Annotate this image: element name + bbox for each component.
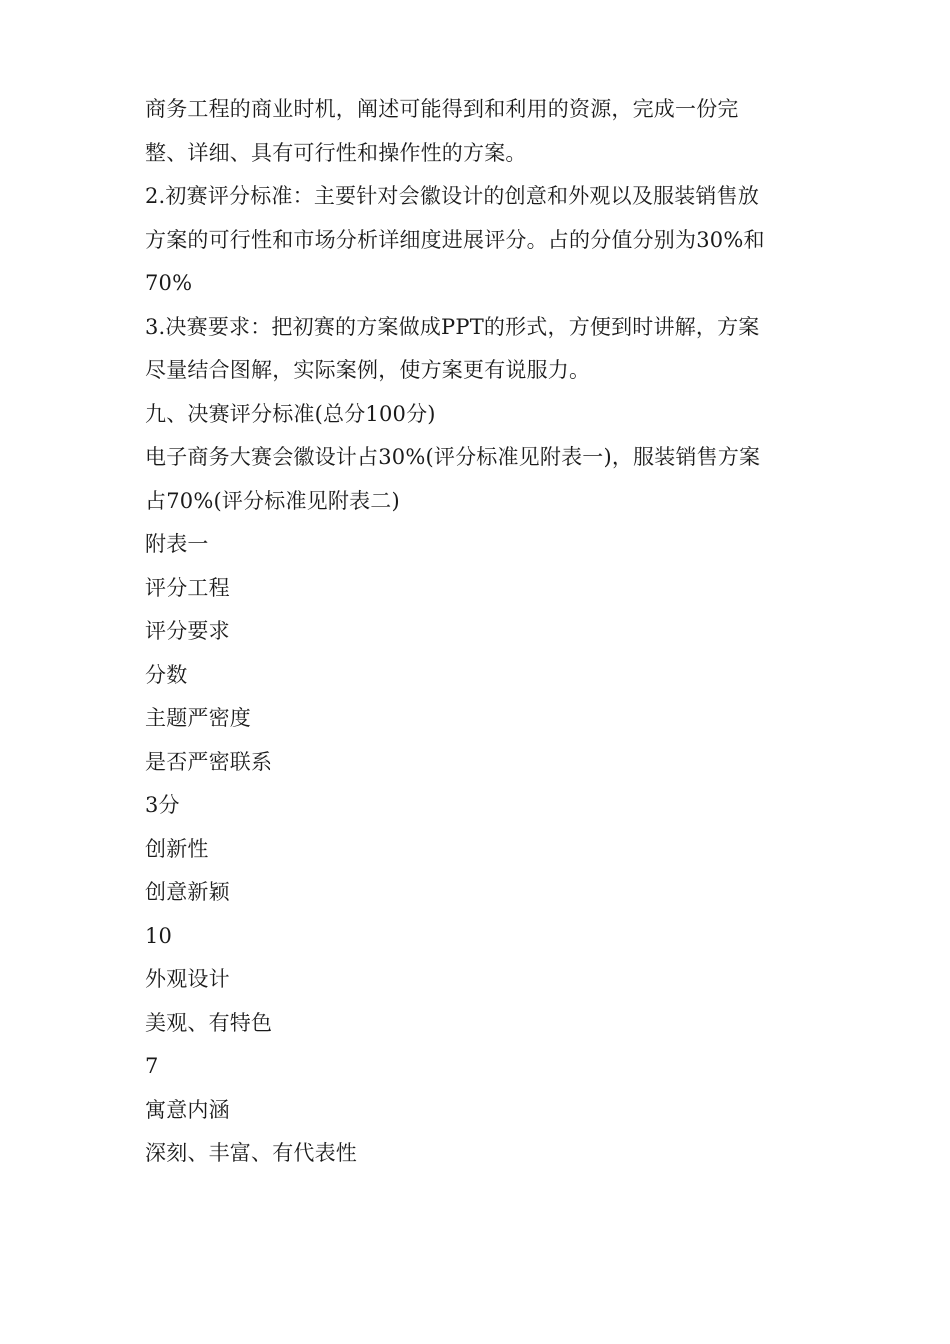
- table-cell-requirement: 美观、有特色: [145, 1010, 273, 1035]
- document-body: [145, 88, 805, 1176]
- section-heading: 九、决赛评分标准(总分100分): [145, 401, 436, 426]
- table-cell-requirement: 是否严密联系: [145, 749, 273, 774]
- paragraph-line: 方案的可行性和市场分析详细度进展评分。占的分值分别为30%和: [145, 227, 765, 252]
- paragraph-line: 商务工程的商业时机，阐述可能得到和利用的资源，完成一份完: [145, 97, 739, 121]
- table-title: 附表一: [145, 532, 209, 556]
- table-cell-item: 寓意内涵: [145, 1097, 230, 1122]
- table-cell-score: 7: [145, 1054, 159, 1078]
- table-cell-requirement: 创意新颖: [145, 880, 230, 904]
- table-cell-requirement: 深刻、丰富、有代表性: [145, 1141, 357, 1165]
- paragraph-line: 尽量结合图解，实际案例，使方案更有说服力。: [145, 358, 591, 382]
- table-cell-item: 外观设计: [145, 967, 230, 991]
- paragraph-line: 2.初赛评分标准：主要针对会徽设计的创意和外观以及服装销售放: [145, 184, 760, 208]
- table-header-item: 评分工程: [145, 575, 230, 600]
- paragraph-line: 3.决赛要求：把初赛的方案做成PPT的形式，方便到时讲解，方案: [145, 314, 760, 339]
- paragraph-line: 电子商务大赛会徽设计占30%(评分标准见附表一)，服装销售方案: [145, 445, 761, 469]
- table-cell-score: 3分: [145, 793, 180, 817]
- paragraph-line: 70%: [145, 271, 193, 295]
- paragraph-line: 占70%(评分标准见附表二): [145, 488, 400, 513]
- table-cell-item: 主题严密度: [145, 706, 251, 730]
- table-header-requirement: 评分要求: [145, 619, 230, 643]
- table-cell-item: 创新性: [145, 836, 209, 861]
- table-header-score: 分数: [145, 662, 188, 687]
- paragraph-line: 整、详细、具有可行性和操作性的方案。: [145, 140, 527, 165]
- table-cell-score: 10: [145, 923, 173, 948]
